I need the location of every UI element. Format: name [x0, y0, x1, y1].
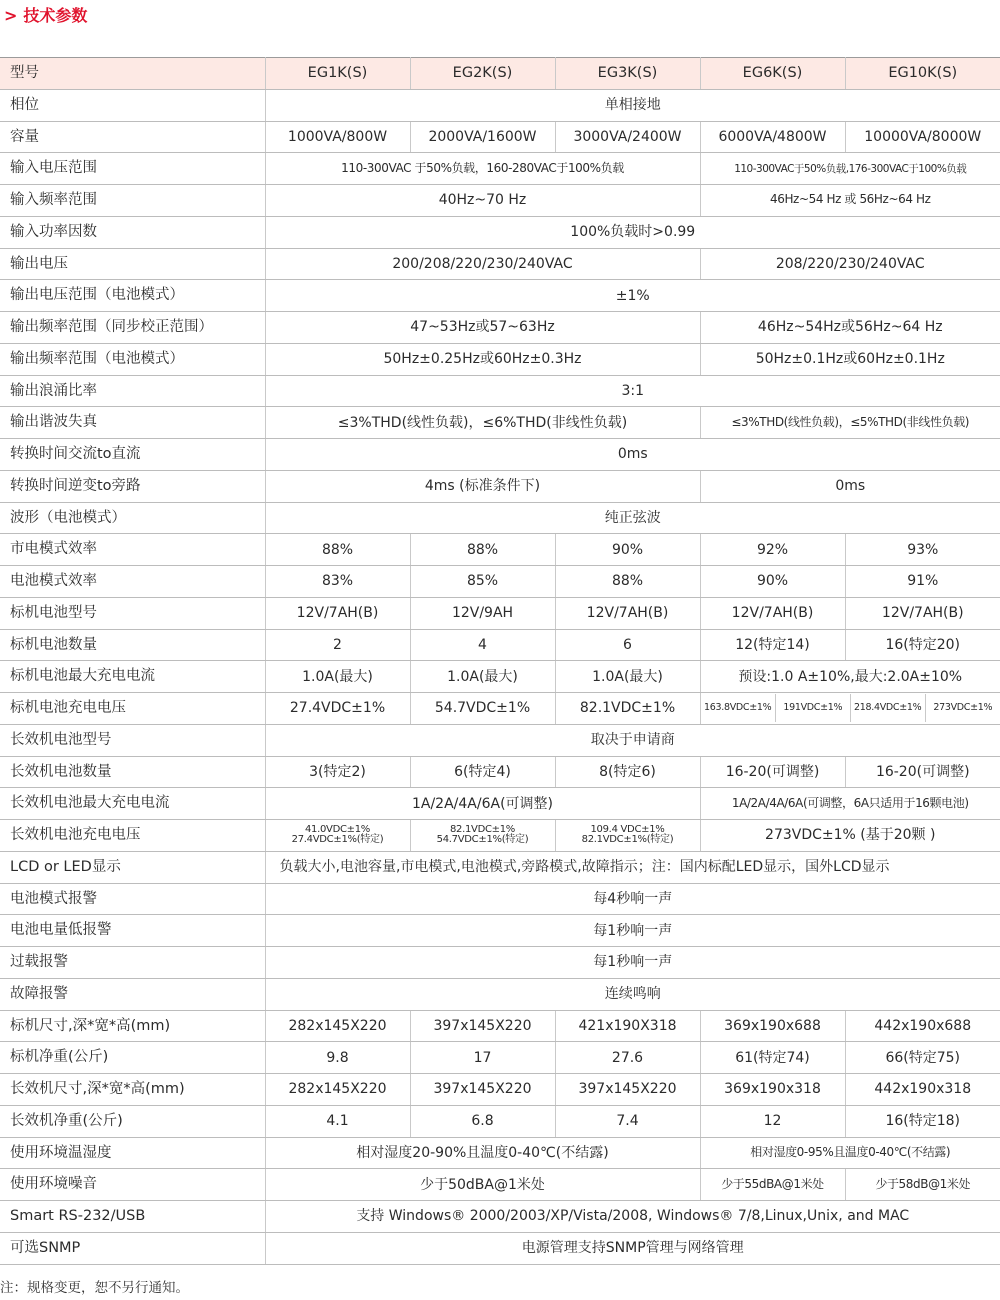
table-row: [0, 851, 1000, 883]
table-row: [0, 820, 1000, 852]
value-cell: 6(特定4): [410, 756, 555, 788]
value-cell: 208/220/230/240VAC: [700, 248, 1000, 280]
table-row: [0, 153, 1000, 185]
value-cell: 10000VA/8000W: [845, 121, 1000, 153]
value-cell: 少于58dB@1米处: [845, 1169, 1000, 1201]
value-cell: 12V/9AH: [410, 597, 555, 629]
value-cell: 负载大小,电池容量,市电模式,电池模式,旁路模式,故障指示；注：国内标配LED显示，国外LCD显示: [265, 851, 1000, 883]
row-label: 容量: [0, 121, 265, 153]
value-line: 41.0VDC±1%: [304, 823, 371, 835]
value-cell: 少于50dBA@1米处: [265, 1169, 700, 1201]
table-row: [0, 89, 1000, 121]
row-label: 长效机电池最大充电电流: [0, 788, 265, 820]
table-row: [0, 788, 1000, 820]
value-cell: 12(特定14): [700, 629, 845, 661]
value-cell: 397x145X220: [410, 1074, 555, 1106]
value-cell: 16(特定20): [845, 629, 1000, 661]
value-line: 27.4VDC±1%(特定): [291, 834, 384, 846]
value-cell: [555, 820, 700, 852]
value-cell: 282x145X220: [265, 1074, 410, 1106]
table-row: [0, 216, 1000, 248]
row-label: 过载报警: [0, 947, 265, 979]
value-cell: 66(特定75): [845, 1042, 1000, 1074]
value-cell: 7.4: [555, 1105, 700, 1137]
value-cell: 1.0A(最大): [265, 661, 410, 693]
value-cell: 85%: [410, 566, 555, 598]
value-cell: 相对湿度0-95%且温度0-40℃(不结露): [700, 1137, 1000, 1169]
value-cell: 83%: [265, 566, 410, 598]
value-cell: 4: [410, 629, 555, 661]
value-cell: 1A/2A/4A/6A(可调整): [265, 788, 700, 820]
table-row: [0, 915, 1000, 947]
value-cell: ±1%: [265, 280, 1000, 312]
value-cell: 取决于申请商: [265, 724, 1000, 756]
value-cell: 1000VA/800W: [265, 121, 410, 153]
value-cell: 218.4VDC±1%: [850, 694, 925, 722]
row-label: 输出浪涌比率: [0, 375, 265, 407]
value-cell: 88%: [410, 534, 555, 566]
value-cell: 12: [700, 1105, 845, 1137]
value-cell: 47~53Hz或57~63Hz: [265, 312, 700, 344]
value-cell: 369x190x688: [700, 1010, 845, 1042]
table-row: [0, 280, 1000, 312]
table-row: [0, 1105, 1000, 1137]
table-row: [0, 1169, 1000, 1201]
table-header-row: [0, 58, 1000, 90]
footnote: 注：规格变更，恕不另行通知。: [0, 1280, 189, 1296]
value-cell: 相对湿度20-90%且温度0-40℃(不结露): [265, 1137, 700, 1169]
value-cell: 6.8: [410, 1105, 555, 1137]
value-cell: 442x190x688: [845, 1010, 1000, 1042]
row-label: 输入电压范围: [0, 153, 265, 185]
value-cell: 4.1: [265, 1105, 410, 1137]
table-row: [0, 1042, 1000, 1074]
value-cell: 27.4VDC±1%: [265, 693, 410, 725]
value-cell: ≤3%THD(线性负载)，≤6%THD(非线性负载): [265, 407, 700, 439]
value-cell: 282x145X220: [265, 1010, 410, 1042]
value-cell: 92%: [700, 534, 845, 566]
row-label: 长效机电池充电电压: [0, 820, 265, 852]
value-cell: 93%: [845, 534, 1000, 566]
table-row: [0, 375, 1000, 407]
spec-table: [0, 57, 1000, 1265]
table-row: [0, 343, 1000, 375]
table-row: [0, 470, 1000, 502]
value-cell: 397x145X220: [410, 1010, 555, 1042]
row-label: 输出谐波失真: [0, 407, 265, 439]
row-label: 电池电量低报警: [0, 915, 265, 947]
row-label: 使用环境温湿度: [0, 1137, 265, 1169]
row-label: 标机电池最大充电电流: [0, 661, 265, 693]
value-cell: 2: [265, 629, 410, 661]
value-cell: 3(特定2): [265, 756, 410, 788]
section-title-text: 技术参数: [23, 6, 88, 25]
value-cell: 电源管理支持SNMP管理与网络管理: [265, 1232, 1000, 1264]
row-label: 标机电池充电电压: [0, 693, 265, 725]
table-row: [0, 1010, 1000, 1042]
value-cell: 91%: [845, 566, 1000, 598]
row-label: 长效机电池型号: [0, 724, 265, 756]
value-cell: 200/208/220/230/240VAC: [265, 248, 700, 280]
table-row: [0, 566, 1000, 598]
value-cell: 46Hz~54 Hz 或 56Hz~64 Hz: [700, 185, 1000, 217]
table-row: [0, 248, 1000, 280]
value-cell: 8(特定6): [555, 756, 700, 788]
row-label: 故障报警: [0, 978, 265, 1010]
row-label: 长效机尺寸,深*宽*高(mm): [0, 1074, 265, 1106]
table-row: [0, 121, 1000, 153]
value-cell: 50Hz±0.25Hz或60Hz±0.3Hz: [265, 343, 700, 375]
row-label: 转换时间逆变to旁路: [0, 470, 265, 502]
row-label: 标机尺寸,深*宽*高(mm): [0, 1010, 265, 1042]
value-cell: 273VDC±1%: [925, 694, 1000, 722]
table-row: [0, 947, 1000, 979]
row-label: 长效机净重(公斤): [0, 1105, 265, 1137]
value-cell: 421x190X318: [555, 1010, 700, 1042]
row-label: 输入功率因数: [0, 216, 265, 248]
value-cell: 46Hz~54Hz或56Hz~64 Hz: [700, 312, 1000, 344]
value-cell: 3:1: [265, 375, 1000, 407]
value-cell: 连续鸣响: [265, 978, 1000, 1010]
value-line: 109.4 VDC±1%: [590, 823, 665, 835]
value-cell: 每1秒响一声: [265, 947, 1000, 979]
model-cell: EG10K(S): [845, 58, 1000, 90]
row-label: 电池模式报警: [0, 883, 265, 915]
value-cell: 每1秒响一声: [265, 915, 1000, 947]
value-cell: 0ms: [700, 470, 1000, 502]
value-cell: 1.0A(最大): [555, 661, 700, 693]
chevron-right-icon: >: [4, 6, 18, 25]
value-cell: 16-20(可调整): [700, 756, 845, 788]
value-cell: 2000VA/1600W: [410, 121, 555, 153]
split-value-table: [701, 694, 1000, 722]
row-label: Smart RS-232/USB: [0, 1201, 265, 1233]
value-line: 82.1VDC±1%: [449, 823, 516, 835]
value-line: 82.1VDC±1%(特定): [581, 834, 674, 846]
section-title: [4, 4, 87, 28]
table-row: [0, 661, 1000, 693]
value-cell: 1A/2A/4A/6A(可调整，6A只适用于16颗电池): [700, 788, 1000, 820]
row-label: 输入频率范围: [0, 185, 265, 217]
row-label: 市电模式效率: [0, 534, 265, 566]
table-row: [0, 502, 1000, 534]
value-cell: 442x190x318: [845, 1074, 1000, 1106]
table-row: [0, 629, 1000, 661]
value-cell: 12V/7AH(B): [555, 597, 700, 629]
value-cell: 16-20(可调整): [845, 756, 1000, 788]
value-cell: 50Hz±0.1Hz或60Hz±0.1Hz: [700, 343, 1000, 375]
table-row: [0, 534, 1000, 566]
table-row: [0, 1201, 1000, 1233]
value-cell: 3000VA/2400W: [555, 121, 700, 153]
table-row: [0, 597, 1000, 629]
value-cell: 100%负载时>0.99: [265, 216, 1000, 248]
value-cell: 88%: [265, 534, 410, 566]
row-label: LCD or LED显示: [0, 851, 265, 883]
value-cell: 397x145X220: [555, 1074, 700, 1106]
table-row: [0, 724, 1000, 756]
value-cell: 6000VA/4800W: [700, 121, 845, 153]
table-row: [0, 978, 1000, 1010]
value-cell: 4ms (标准条件下): [265, 470, 700, 502]
row-label: 标机电池型号: [0, 597, 265, 629]
table-row: [0, 1074, 1000, 1106]
row-label: 电池模式效率: [0, 566, 265, 598]
model-cell: EG1K(S): [265, 58, 410, 90]
table-row: [0, 1232, 1000, 1264]
value-cell: 12V/7AH(B): [845, 597, 1000, 629]
value-cell: 17: [410, 1042, 555, 1074]
row-label: 输出频率范围（电池模式）: [0, 343, 265, 375]
table-row: [0, 756, 1000, 788]
model-cell: EG2K(S): [410, 58, 555, 90]
row-label: 转换时间交流to直流: [0, 439, 265, 471]
model-cell: EG6K(S): [700, 58, 845, 90]
row-label: 输出频率范围（同步校正范围）: [0, 312, 265, 344]
row-label: 型号: [0, 58, 265, 90]
value-cell: 少于55dBA@1米处: [700, 1169, 845, 1201]
value-cell: ≤3%THD(线性负载)，≤5%THD(非线性负载): [700, 407, 1000, 439]
split-value-cell: [700, 693, 1000, 725]
row-label: 标机净重(公斤): [0, 1042, 265, 1074]
value-cell: 6: [555, 629, 700, 661]
row-label: 输出电压: [0, 248, 265, 280]
value-cell: 预设:1.0 A±10%,最大:2.0A±10%: [700, 661, 1000, 693]
value-cell: 82.1VDC±1%: [555, 693, 700, 725]
table-row: [0, 693, 1000, 725]
value-cell: 9.8: [265, 1042, 410, 1074]
value-cell: 12V/7AH(B): [700, 597, 845, 629]
value-cell: 40Hz~70 Hz: [265, 185, 700, 217]
value-cell: 纯正弦波: [265, 502, 1000, 534]
value-cell: 61(特定74): [700, 1042, 845, 1074]
table-row: [0, 883, 1000, 915]
value-cell: [410, 820, 555, 852]
value-cell: 110-300VAC 于50%负载，160-280VAC于100%负载: [265, 153, 700, 185]
row-label: 使用环境噪音: [0, 1169, 265, 1201]
value-cell: 单相接地: [265, 89, 1000, 121]
value-cell: 88%: [555, 566, 700, 598]
value-line: 54.7VDC±1%(特定): [436, 834, 529, 846]
row-label: 波形（电池模式）: [0, 502, 265, 534]
table-row: [0, 185, 1000, 217]
value-cell: 16(特定18): [845, 1105, 1000, 1137]
row-label: 标机电池数量: [0, 629, 265, 661]
value-cell: 每4秒响一声: [265, 883, 1000, 915]
value-cell: 12V/7AH(B): [265, 597, 410, 629]
table-row: [0, 312, 1000, 344]
value-cell: 369x190x318: [700, 1074, 845, 1106]
value-cell: [265, 820, 410, 852]
model-cell: EG3K(S): [555, 58, 700, 90]
value-cell: 191VDC±1%: [775, 694, 850, 722]
value-cell: 163.8VDC±1%: [704, 702, 772, 714]
table-row: [0, 439, 1000, 471]
value-cell: 110-300VAC于50%负载,176-300VAC于100%负载: [700, 153, 1000, 185]
value-cell: 1.0A(最大): [410, 661, 555, 693]
value-cell: 90%: [700, 566, 845, 598]
value-cell: 27.6: [555, 1042, 700, 1074]
row-label: 相位: [0, 89, 265, 121]
value-cell: 90%: [555, 534, 700, 566]
value-cell: 273VDC±1% (基于20颗 ): [700, 820, 1000, 852]
row-label: 可选SNMP: [0, 1232, 265, 1264]
table-row: [0, 1137, 1000, 1169]
table-row: [0, 407, 1000, 439]
row-label: 输出电压范围（电池模式）: [0, 280, 265, 312]
value-cell: 0ms: [265, 439, 1000, 471]
row-label: 长效机电池数量: [0, 756, 265, 788]
value-cell: 54.7VDC±1%: [410, 693, 555, 725]
value-cell: 支持 Windows® 2000/2003/XP/Vista/2008, Windows® 7/8,Linux,Unix, and MAC: [265, 1201, 1000, 1233]
